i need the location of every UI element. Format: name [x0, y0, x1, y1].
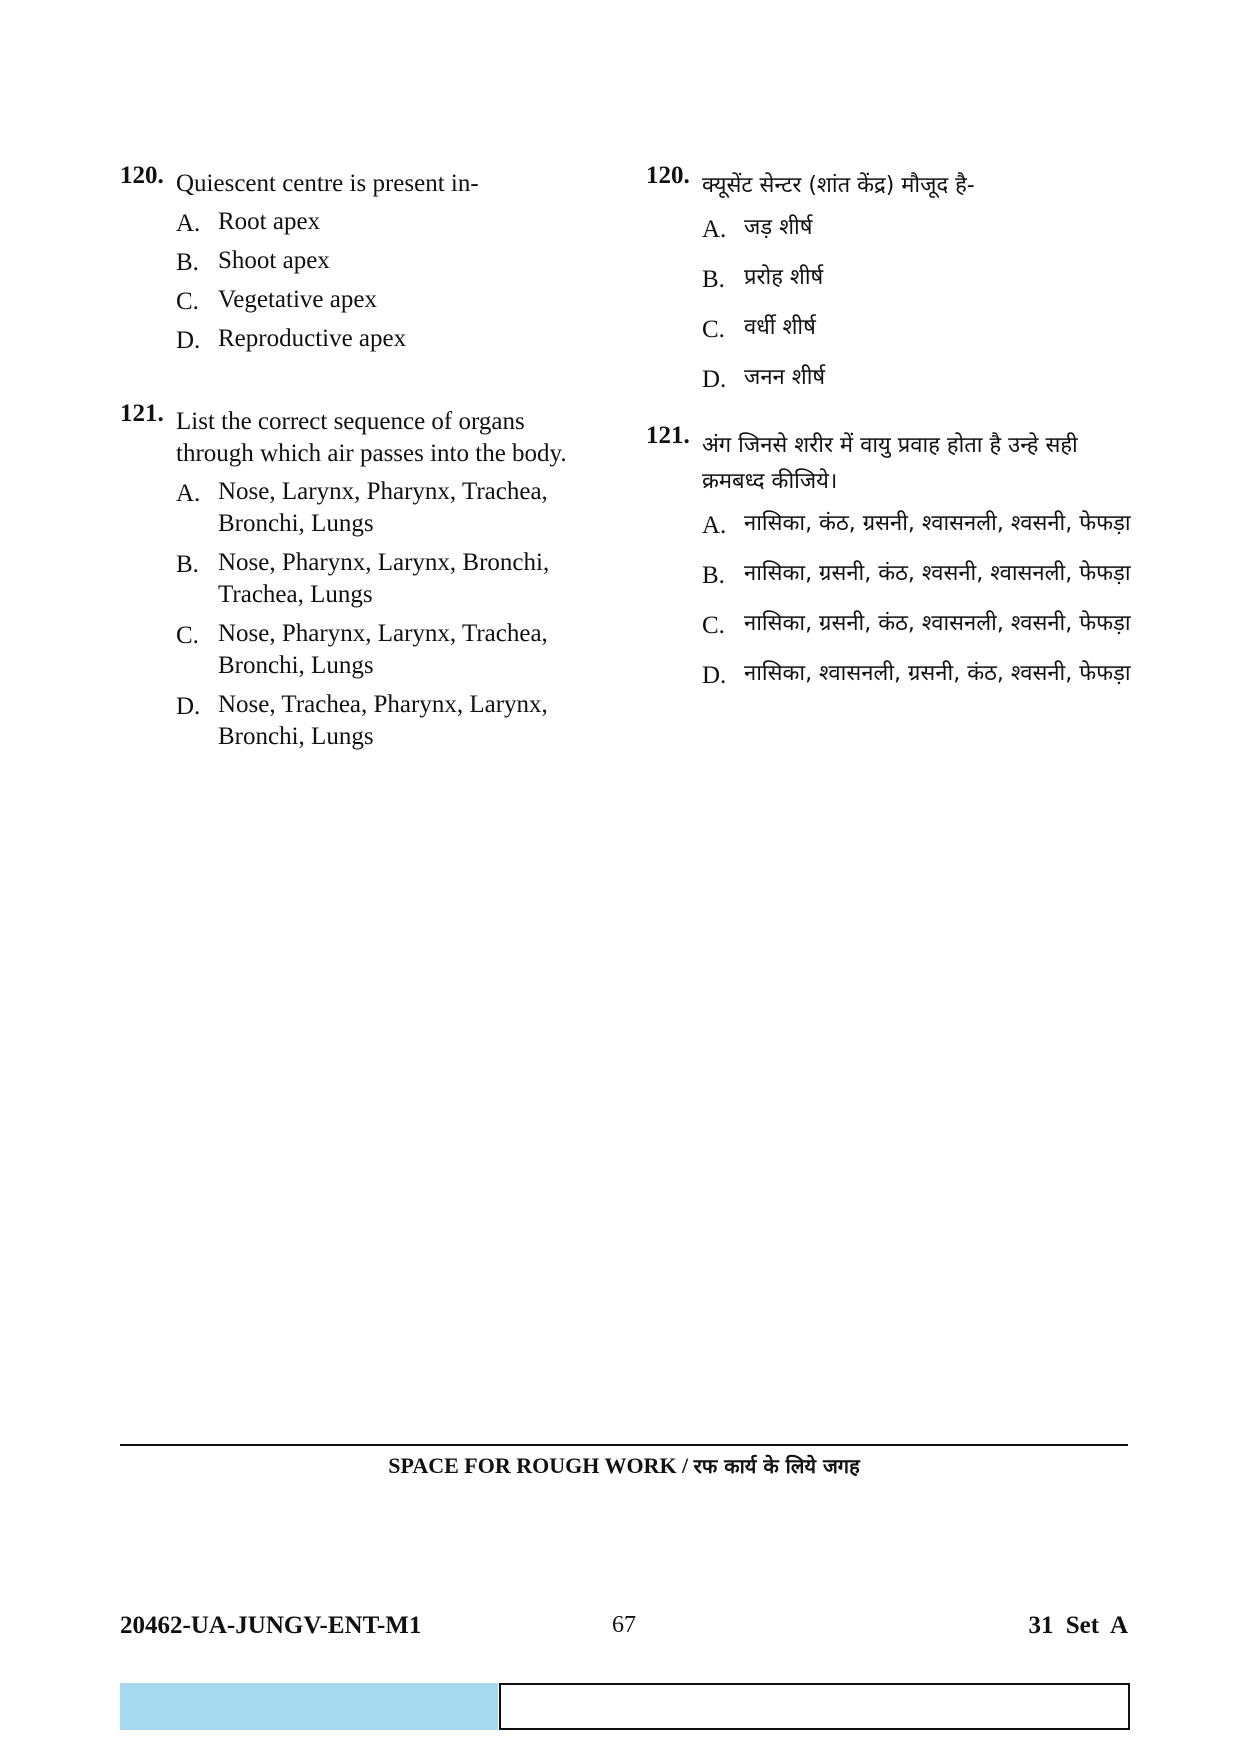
option-d	[176, 323, 600, 355]
options-list	[702, 210, 1146, 396]
option-text: Nose, Larynx, Pharynx, Trachea, Bronchi, Lungs	[218, 478, 548, 537]
option-letter: D.	[176, 327, 201, 354]
option-c	[702, 310, 1146, 346]
option-text: Nose, Trachea, Pharynx, Larynx, Bronchi, Lungs	[218, 691, 548, 750]
question-121-en	[120, 400, 600, 753]
option-letter: D.	[176, 693, 201, 720]
page-number: 67	[612, 1612, 636, 1638]
option-letter: A.	[702, 216, 727, 243]
option-letter: D.	[702, 366, 727, 393]
options-list	[702, 506, 1146, 692]
question-number: 120.	[120, 162, 164, 189]
option-letter: A.	[702, 512, 727, 539]
option-text: प्ररोह शीर्ष	[744, 265, 824, 290]
option-letter: C.	[176, 622, 199, 649]
option-a	[702, 506, 1146, 542]
option-letter: A.	[176, 210, 201, 237]
footer-color-bar	[120, 1683, 498, 1730]
option-text: नासिका, कंठ, ग्रसनी, श्वासनली, श्वसनी, फेफड़ा	[744, 511, 1131, 536]
option-text: Root apex	[218, 208, 321, 235]
option-text: नासिका, श्वासनली, ग्रसनी, कंठ, श्वसनी, फेफड़ा	[744, 661, 1131, 686]
option-letter: C.	[176, 288, 199, 315]
option-text: नासिका, ग्रसनी, कंठ, श्वासनली, श्वसनी, फेफड़ा	[744, 611, 1131, 636]
option-letter: B.	[702, 562, 725, 589]
option-text: जनन शीर्ष	[744, 365, 826, 390]
option-c	[176, 284, 600, 316]
option-b	[702, 260, 1146, 296]
option-letter: A.	[176, 480, 201, 507]
option-b	[176, 245, 600, 277]
option-text: Reproductive apex	[218, 325, 407, 352]
option-b	[176, 547, 600, 611]
question-121-hi	[646, 422, 1146, 692]
option-letter: C.	[702, 316, 725, 343]
option-letter: D.	[702, 662, 727, 689]
option-a	[702, 210, 1146, 246]
question-text: क्यूसेंट सेन्टर (शांत केंद्र) मौजूद है-	[702, 173, 975, 198]
rough-work-label	[120, 1452, 1128, 1479]
option-text: Nose, Pharynx, Larynx, Bronchi, Trachea, Lungs	[218, 549, 550, 608]
option-letter: B.	[176, 249, 199, 276]
set-label: 31 Set A	[1028, 1612, 1128, 1639]
question-120-en	[120, 162, 600, 355]
option-text: नासिका, ग्रसनी, कंठ, श्वसनी, श्वासनली, फेफड़ा	[744, 561, 1131, 586]
option-text: Vegetative apex	[218, 286, 377, 313]
booklet-code: 20462-UA-JUNGV-ENT-M1	[120, 1612, 422, 1639]
question-text: List the correct sequence of organs through which air passes into the body.	[176, 408, 567, 467]
option-text: Nose, Pharynx, Larynx, Trachea, Bronchi, Lungs	[218, 620, 548, 679]
question-number: 121.	[120, 400, 164, 427]
rough-work-label-en: SPACE FOR ROUGH WORK /	[388, 1453, 694, 1478]
option-letter: C.	[702, 612, 725, 639]
option-d	[702, 656, 1146, 692]
option-a	[176, 206, 600, 238]
question-120-hi	[646, 162, 1146, 396]
option-text: वर्धी शीर्ष	[744, 315, 816, 340]
option-a	[176, 476, 600, 540]
options-list	[176, 206, 600, 355]
option-b	[702, 556, 1146, 592]
question-number: 120.	[646, 162, 690, 189]
option-text: जड़ शीर्ष	[744, 215, 813, 240]
rough-work-label-hi: रफ कार्य के लिये जगह	[693, 1454, 860, 1478]
option-letter: B.	[702, 266, 725, 293]
option-letter: B.	[176, 551, 199, 578]
options-list	[176, 476, 600, 753]
option-d	[176, 689, 600, 753]
question-text: अंग जिनसे शरीर में वायु प्रवाह होता है उन्हे सही क्रमबध्द कीजिये।	[702, 433, 1078, 494]
english-column	[120, 162, 600, 760]
option-c	[702, 606, 1146, 642]
question-text: Quiescent centre is present in-	[176, 170, 479, 197]
footer-empty-box	[499, 1683, 1130, 1730]
hindi-column	[646, 162, 1146, 706]
question-number: 121.	[646, 422, 690, 449]
rough-work-divider	[120, 1444, 1128, 1446]
option-c	[176, 618, 600, 682]
option-d	[702, 360, 1146, 396]
option-text: Shoot apex	[218, 247, 330, 274]
